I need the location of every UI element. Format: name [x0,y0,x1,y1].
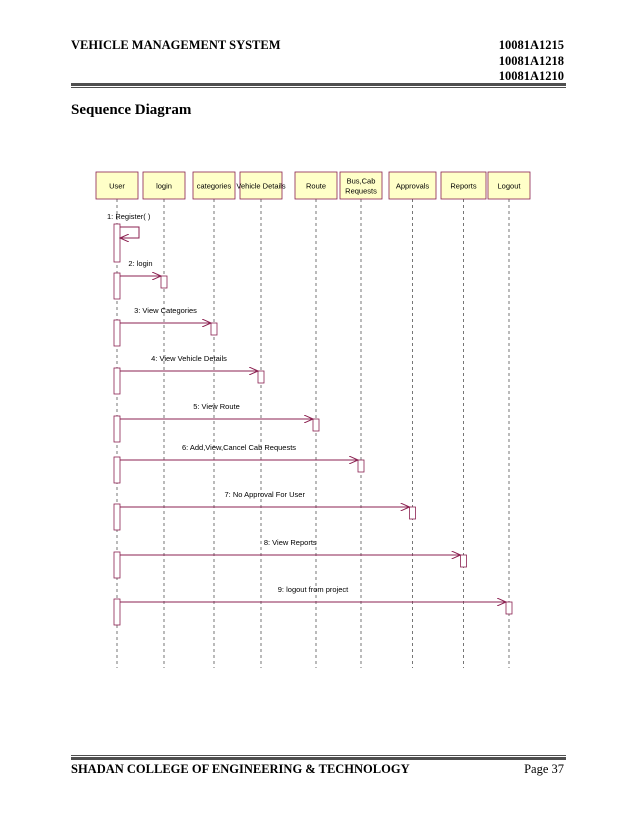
activation-bar [461,555,467,567]
message-label: 2: login [128,259,153,268]
object-label: User [109,181,125,191]
object-label: Reports [450,181,477,191]
object-label: Approvals [395,181,430,191]
object-label: Requests [345,186,377,196]
message-label: 7: No Approval For User [224,490,305,499]
college-name: SHADAN COLLEGE OF ENGINEERING & TECHNOLOGY [71,762,410,776]
activation-bar [114,416,120,442]
message-label: 5: View Route [193,402,240,411]
page-number: Page 37 [524,762,564,776]
activation-bar [211,323,217,335]
document-title: VEHICLE MANAGEMENT SYSTEM [71,38,281,52]
activation-bar [114,599,120,625]
activation-bar [114,457,120,483]
object-label: Route [305,181,327,191]
activation-bar [114,273,120,299]
activation-bar [313,419,319,431]
footer-divider [71,757,566,760]
message-label: 9: logout from project [277,585,349,594]
student-id: 10081A1210 [498,69,564,83]
message-arrow [120,227,139,238]
student-id: 10081A1215 [498,38,564,52]
activation-bar [114,224,120,262]
object-label: Vehicle Details [236,181,286,191]
activation-bar [506,602,512,614]
object-label: categories [196,181,232,191]
activation-bar [358,460,364,472]
message-label: 4: View Vehicle Details [151,354,227,363]
activation-bar [258,371,264,383]
message-label: 6: Add,View,Cancel Cab Requests [181,443,297,452]
activation-bar [114,320,120,346]
activation-bar [114,552,120,578]
section-title: Sequence Diagram [71,102,192,118]
student-id: 10081A1218 [498,53,564,68]
object-label: Bus,Cab [346,176,376,186]
message-label: 3: View Categories [134,306,197,315]
activation-bar [161,276,167,288]
activation-bar [114,504,120,530]
message-label: 8: View Reports [263,538,317,547]
activation-bar [410,507,416,519]
object-label: Logout [497,181,521,191]
activation-bar [114,368,120,394]
footer-divider-thin [71,755,566,756]
message-label: 1: Register( ) [107,212,151,221]
object-label: login [156,181,172,191]
